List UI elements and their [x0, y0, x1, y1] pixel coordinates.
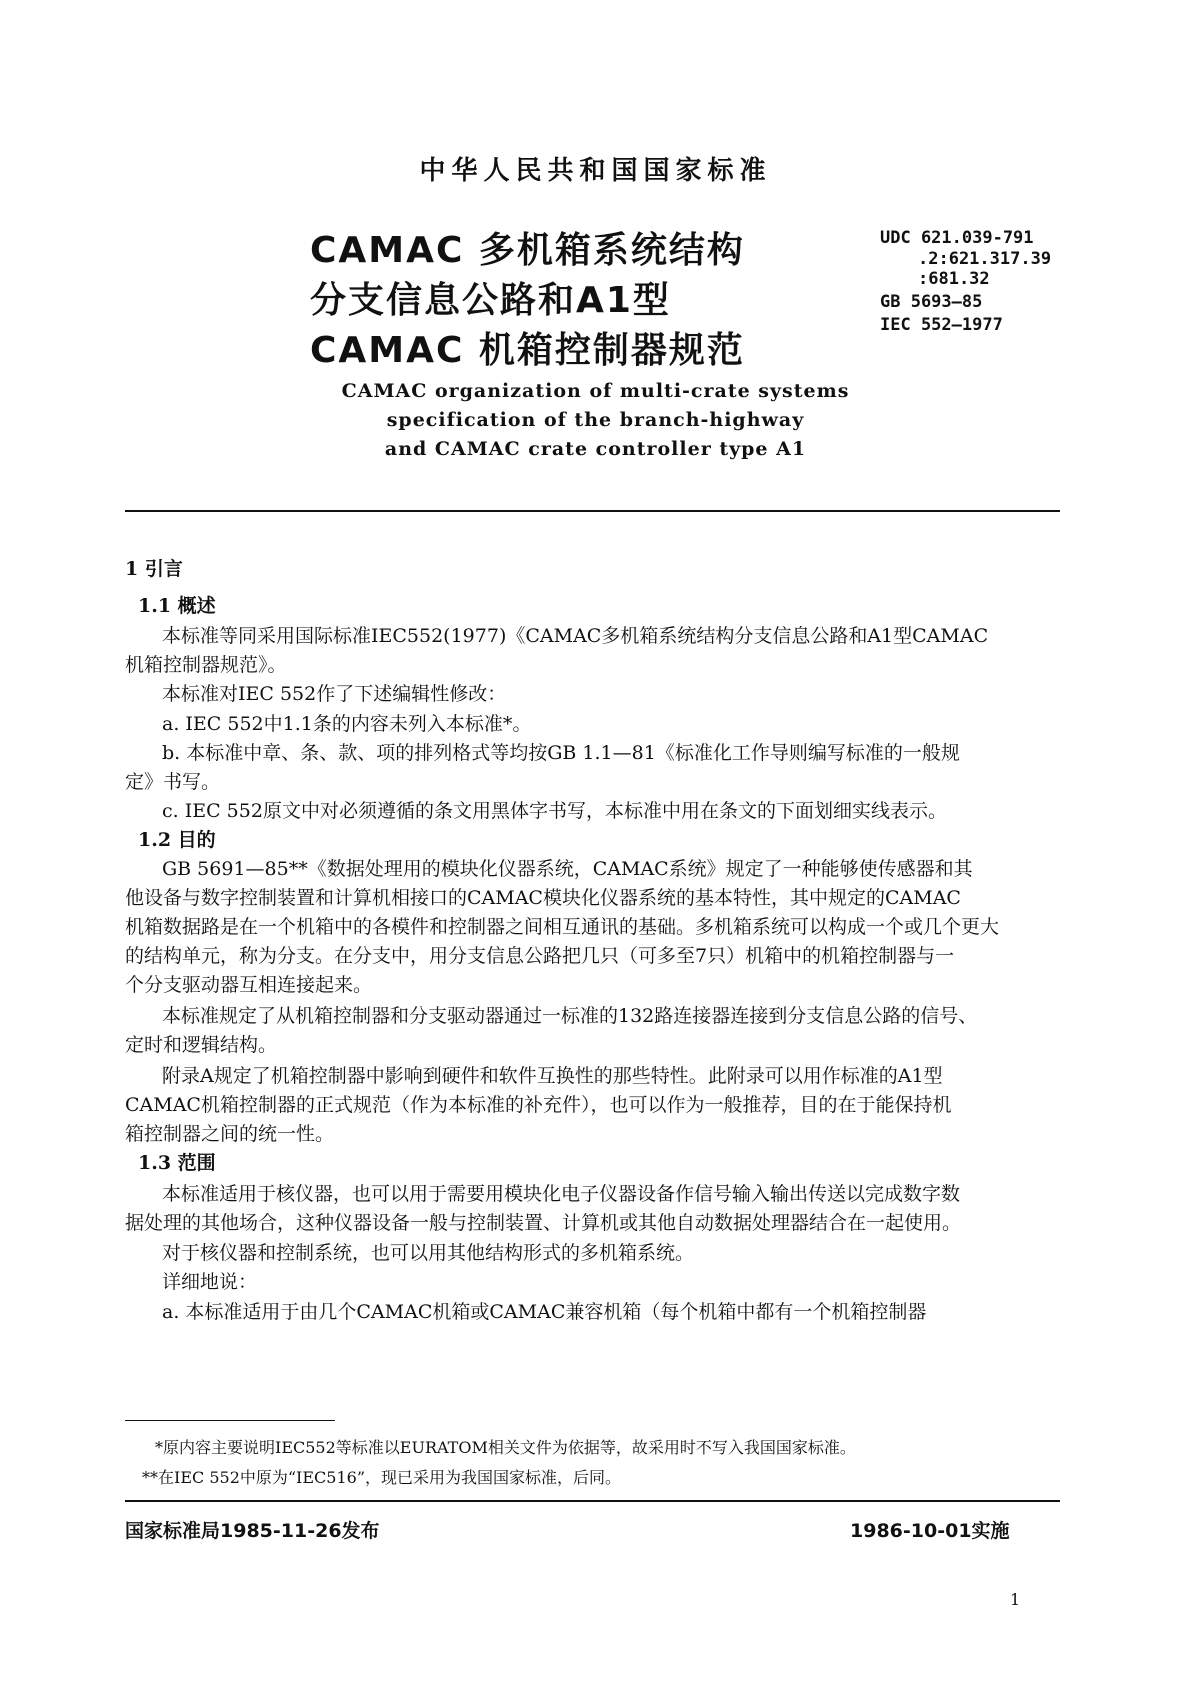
list-item-b-cont: 定》书写。	[125, 771, 221, 793]
iec-number: IEC 552—1977	[880, 315, 1003, 335]
english-title-line-1: CAMAC organization of multi-crate systems	[341, 380, 850, 402]
footnote-1: *原内容主要说明IEC552等标准以EURATOM相关文件为依据等，故采用时不写入我国国家标准。	[155, 1438, 856, 1457]
paragraph: 对于核仪器和控制系统，也可以用其他结构形式的多机箱系统。	[162, 1242, 695, 1264]
paragraph: 本标准适用于核仪器，也可以用于需要用模块化电子仪器设备作信号输入输出传送以完成数字数	[162, 1183, 961, 1205]
effective-date: 1986-10-01实施	[850, 1520, 1010, 1542]
paragraph-cont: 他设备与数字控制装置和计算机相接口的CAMAC模块化仪器系统的基本特性，其中规定的CAMAC	[125, 887, 961, 909]
list-item-c: c. IEC 552原文中对必须遵循的条文用黑体字书写，本标准中用在条文的下面划细实线表示。	[162, 800, 947, 822]
section-1-2-heading: 1.2 目的	[138, 829, 216, 851]
title-divider	[125, 510, 1060, 512]
list-item-a: a. IEC 552中1.1条的内容未列入本标准*。	[162, 713, 532, 735]
paragraph-cont: 机箱数据路是在一个机箱中的各模件和控制器之间相互通讯的基础。多机箱系统可以构成一个或几个更大	[125, 916, 1000, 938]
english-title-line-2: specification of the branch-highway	[386, 409, 805, 431]
footnote-2: **在IEC 552中原为“IEC516”，现已采用为我国国家标准，后同。	[142, 1468, 622, 1487]
english-title-line-3: and CAMAC crate controller type A1	[384, 438, 807, 460]
page-number: 1	[1010, 1590, 1021, 1609]
footer-divider	[125, 1500, 1060, 1502]
paragraph: 本标准规定了从机箱控制器和分支驱动器通过一标准的132路连接器连接到分支信息公路的信号、	[162, 1005, 978, 1027]
list-item-b: b. 本标准中章、条、款、项的排列格式等均按GB 1.1—81《标准化工作导则编写标准的一般规	[162, 742, 960, 764]
section-1-1-heading: 1.1 概述	[138, 595, 216, 617]
list-item-a: a. 本标准适用于由几个CAMAC机箱或CAMAC兼容机箱（每个机箱中都有一个机箱控制器	[162, 1301, 927, 1323]
paragraph-cont: 机箱控制器规范》。	[125, 654, 287, 676]
issue-date: 国家标准局1985-11-26发布	[125, 1520, 380, 1542]
section-1-heading: 1 引言	[125, 558, 183, 580]
footnote-divider	[125, 1420, 335, 1421]
paragraph: 本标准等同采用国际标准IEC552(1977)《CAMAC多机箱系统结构分支信息公路和A1型CAMAC	[162, 625, 989, 647]
paragraph: GB 5691—85**《数据处理用的模块化仪器系统，CAMAC系统》规定了一种能够使传感器和其	[162, 858, 973, 880]
paragraph: 附录A规定了机箱控制器中影响到硬件和软件互换性的那些特性。此附录可以用作标准的A1型	[162, 1065, 943, 1087]
title-line-1: CAMAC 多机箱系统结构	[310, 230, 745, 271]
udc-code-cont-1: .2:621.317.39	[918, 249, 1052, 269]
paragraph-cont: CAMAC机箱控制器的正式规范（作为本标准的补充件），也可以作为一般推荐，目的在于能保持机	[125, 1094, 952, 1116]
paragraph-cont: 据处理的其他场合，这种仪器设备一般与控制装置、计算机或其他自动数据处理器结合在一起使用。	[125, 1212, 962, 1234]
gb-number: GB 5693—85	[880, 292, 983, 312]
udc-code-cont-2: :681.32	[918, 269, 990, 289]
paragraph-cont: 定时和逻辑结构。	[125, 1034, 278, 1056]
paragraph-cont: 个分支驱动器互相连接起来。	[125, 974, 373, 996]
paragraph: 本标准对IEC 552作了下述编辑性修改：	[162, 683, 507, 705]
paragraph: 详细地说：	[162, 1271, 258, 1293]
paragraph-cont: 的结构单元，称为分支。在分支中，用分支信息公路把几只（可多至7只）机箱中的机箱控制器与一	[125, 945, 955, 967]
udc-code: UDC 621.039-791	[880, 228, 1034, 248]
section-1-3-heading: 1.3 范围	[138, 1152, 216, 1174]
title-line-3: CAMAC 机箱控制器规范	[310, 330, 745, 371]
title-line-2: 分支信息公路和A1型	[310, 280, 671, 321]
national-standard-header: 中华人民共和国国家标准	[419, 156, 772, 186]
paragraph-cont: 箱控制器之间的统一性。	[125, 1123, 335, 1145]
